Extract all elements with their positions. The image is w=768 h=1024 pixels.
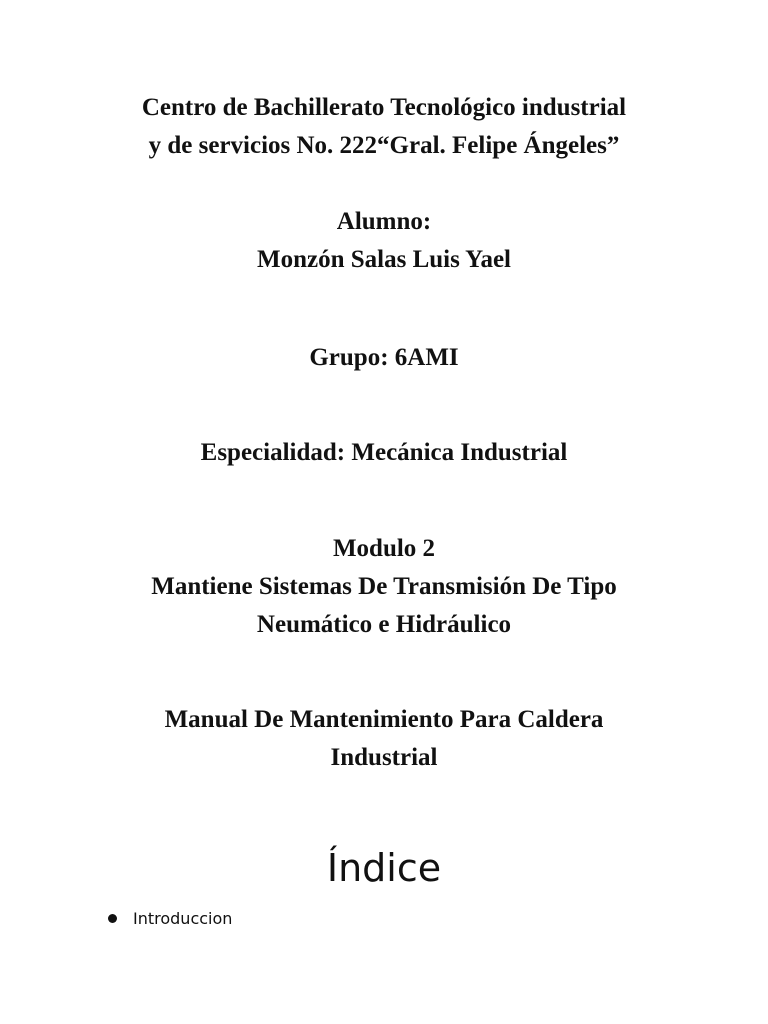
student-label: Alumno: xyxy=(336,208,432,235)
module-title: Modulo 2 xyxy=(332,535,436,562)
school-name-line-1: Centro de Bachillerato Tecnológico industrial xyxy=(141,94,627,121)
module-description-line-2: Neumático e Hidráulico xyxy=(256,611,512,638)
specialty-text: Especialidad: Mecánica Industrial xyxy=(200,439,568,466)
index-list xyxy=(108,906,232,930)
module-description-line-1: Mantiene Sistemas De Transmisión De Tipo xyxy=(151,573,617,600)
student-block xyxy=(0,203,768,279)
index-list-item xyxy=(108,906,232,930)
group-text: Grupo: 6AMI xyxy=(309,344,459,371)
module-block xyxy=(0,530,768,644)
index-title: Índice xyxy=(326,846,442,890)
manual-title-block xyxy=(0,701,768,777)
manual-title-line-2: Industrial xyxy=(330,744,438,771)
school-name-line-2: y de servicios No. 222“Gral. Felipe Ángeles” xyxy=(148,132,620,159)
index-item-label: Introduccion xyxy=(133,908,233,928)
student-name: Monzón Salas Luis Yael xyxy=(257,246,511,273)
manual-title-line-1: Manual De Mantenimiento Para Caldera xyxy=(164,706,604,733)
specialty-block xyxy=(0,434,768,472)
group-block xyxy=(0,339,768,377)
bullet-icon xyxy=(108,914,117,923)
school-heading xyxy=(0,89,768,165)
